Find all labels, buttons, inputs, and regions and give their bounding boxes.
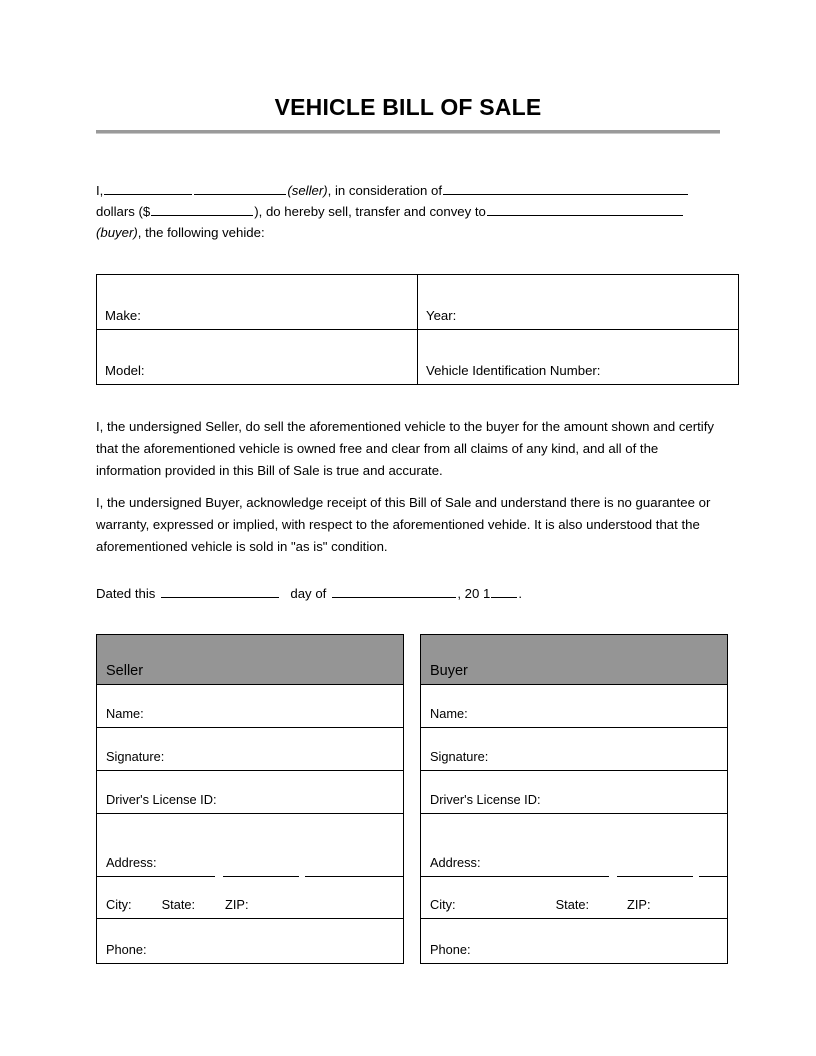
seller-statement-paragraph: I, the undersigned Seller, do sell the aforementioned vehicle to the buyer for the amount shown and certify that the aforementioned vehicle is owned free and clear from all claims of any kind, and all of the information provided in this Bill of Sale is true and accurate. — [96, 419, 714, 478]
intro-line2-prefix: dollars ($ — [96, 204, 151, 219]
table-row — [421, 728, 727, 771]
buyer-state-label: State: — [555, 897, 590, 912]
intro-line1-prefix: I, — [96, 183, 104, 198]
vin-cell[interactable]: Vehicle Identification Number: — [418, 330, 739, 385]
table-row — [97, 771, 403, 814]
seller-city-state-zip-field[interactable] — [97, 876, 403, 919]
dated-prefix: Dated this — [96, 586, 156, 601]
table-row — [421, 635, 727, 685]
page-title: VEHICLE BILL OF SALE — [274, 94, 542, 120]
seller-word: (seller) — [287, 183, 328, 198]
address-underline-segment-2 — [617, 876, 693, 877]
title-divider — [96, 130, 720, 134]
table-row — [97, 876, 403, 919]
vehicle-info-table — [96, 274, 739, 385]
address-underline-segment-3 — [699, 876, 727, 877]
date-year-blank[interactable] — [491, 584, 517, 598]
dollar-amount-blank[interactable] — [151, 202, 253, 216]
consideration-amount-blank[interactable] — [443, 181, 688, 195]
table-row — [97, 728, 403, 771]
dated-year-prefix: , 20 1 — [457, 586, 491, 601]
buyer-name-blank[interactable] — [487, 202, 683, 216]
model-cell[interactable]: Model: — [97, 330, 418, 385]
intro-paragraph — [96, 180, 720, 243]
buyer-city-state-zip-field[interactable] — [421, 876, 727, 919]
seller-state-label: State: — [161, 897, 196, 912]
buyer-license-field[interactable]: Driver's License ID: — [421, 771, 727, 814]
intro-line1-suffix: , in consideration of — [327, 183, 442, 198]
table-row — [97, 330, 739, 385]
address-underline-segment-1 — [97, 876, 215, 877]
buyer-phone-field[interactable]: Phone: — [430, 942, 471, 957]
date-month-blank[interactable] — [332, 584, 456, 598]
seller-zip-label: ZIP: — [225, 897, 249, 912]
address-underline-segment-3 — [305, 876, 403, 877]
year-cell[interactable]: Year: — [418, 275, 739, 330]
seller-signature-block — [96, 634, 404, 964]
intro-line-2 — [96, 201, 720, 222]
table-row — [421, 771, 727, 814]
buyer-signature-block — [420, 634, 728, 964]
address-underline-segment-2 — [223, 876, 299, 877]
table-row — [421, 685, 727, 728]
seller-phone-field[interactable]: Phone: — [106, 942, 147, 957]
dated-middle: day of — [290, 586, 327, 601]
address-underline-segment-1 — [421, 876, 609, 877]
intro-line-1 — [96, 180, 720, 201]
seller-signature-field[interactable]: Signature: — [97, 728, 403, 771]
buyer-address-field[interactable] — [421, 814, 727, 877]
make-cell[interactable]: Make: — [97, 275, 418, 330]
seller-license-field[interactable]: Driver's License ID: — [97, 771, 403, 814]
intro-line3-suffix: , the following vehide: — [137, 225, 265, 240]
dated-suffix: . — [518, 586, 522, 601]
buyer-signature-field[interactable]: Signature: — [421, 728, 727, 771]
seller-block-heading: Seller — [97, 635, 403, 685]
table-row — [97, 685, 403, 728]
date-day-blank[interactable] — [161, 584, 279, 598]
buyer-word: (buyer) — [96, 225, 138, 240]
table-row — [97, 919, 403, 964]
buyer-zip-label: ZIP: — [627, 897, 651, 912]
seller-last-name-blank[interactable] — [194, 181, 286, 195]
table-row — [421, 876, 727, 919]
seller-name-field[interactable]: Name: — [97, 685, 403, 728]
table-row — [421, 919, 727, 964]
buyer-block-heading: Buyer — [421, 635, 727, 685]
table-row — [97, 635, 403, 685]
seller-city-label: City: — [106, 897, 132, 912]
dated-line — [96, 584, 522, 601]
seller-address-field[interactable] — [97, 814, 403, 877]
buyer-statement-paragraph: I, the undersigned Buyer, acknowledge receipt of this Bill of Sale and understand there is no guarantee or warranty, expressed or implied, with respect to the aforementioned vehide. It is also understood that the aforementioned vehicle is sold in "as is" condition. — [96, 495, 711, 554]
table-row — [97, 275, 739, 330]
intro-line-3 — [96, 222, 720, 243]
seller-first-name-blank[interactable] — [104, 181, 192, 195]
intro-line2-suffix: ), do hereby sell, transfer and convey to — [254, 204, 486, 219]
seller-address-label: Address: — [106, 855, 157, 870]
table-row — [421, 814, 727, 877]
buyer-name-field[interactable]: Name: — [421, 685, 727, 728]
table-row — [97, 814, 403, 877]
buyer-city-label: City: — [430, 897, 456, 912]
buyer-address-label: Address: — [430, 855, 481, 870]
